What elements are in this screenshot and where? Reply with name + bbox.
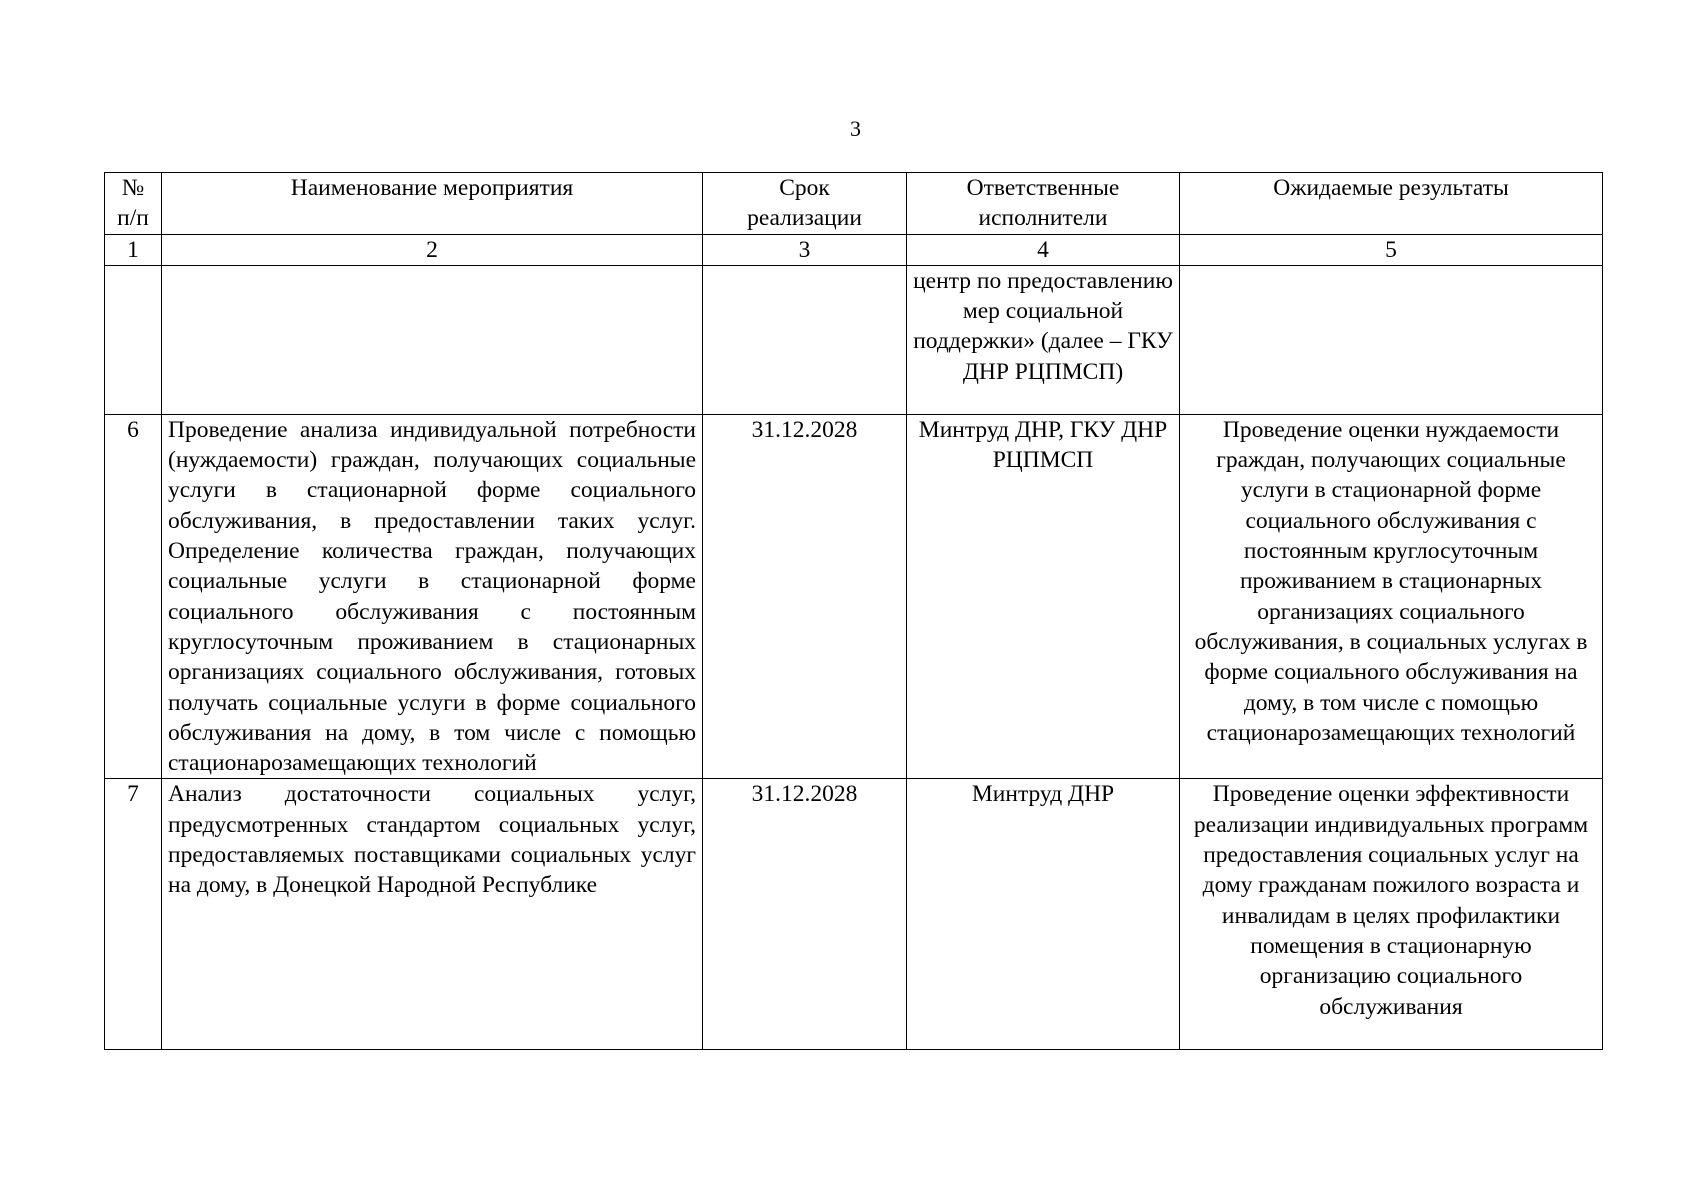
activity-cell: Проведение анализа индивидуальной потребности (нуждаемости) граждан, получающих социальные услуги в стационарной форме социального обслуживания, в предоставлении таких услуг. Определение количества граждан, получающих социальные услуги в стационарной форме социального обслуживания с постоянным круглосуточным проживанием в стационарных организациях социального обслуживания, готовых получать социальные услуги в форме социального обслуживания на дому, в том числе с помощью стационарозамещающих технологий <box>162 414 703 779</box>
deadline-cell: 31.12.2028 <box>703 779 907 1050</box>
row-number-cell: 7 <box>105 779 162 1050</box>
column-number: 2 <box>162 234 703 265</box>
page-number: 3 <box>850 116 861 141</box>
column-number: 3 <box>703 234 907 265</box>
deadline-cell <box>703 265 907 414</box>
results-cell: Проведение оценки нуждаемости граждан, получающих социальные услуги в стационарной форме социального обслуживания с постоянным круглосуточным проживанием в стационарных организациях социального обслуживания, в социальных услугах в форме социального обслуживания на дому, в том числе с помощью стационарозамещающих технологий <box>1180 414 1603 779</box>
executors-cell: Минтруд ДНР, ГКУ ДНР РЦПМСП <box>907 414 1180 779</box>
activity-cell <box>162 265 703 414</box>
header-executors-line1: Ответственные <box>966 175 1120 201</box>
header-number-line2: п/п <box>117 205 149 232</box>
row-number-cell <box>105 265 162 414</box>
header-results: Ожидаемые результаты <box>1180 173 1603 235</box>
results-cell <box>1180 265 1603 414</box>
activity-cell: Анализ достаточности социальных услуг, предусмотренных стандартом социальных услуг, предоставляемых поставщиками социальных услуг на дому, в Донецкой Народной Республике <box>162 779 703 1050</box>
header-executors <box>907 173 1180 235</box>
column-number: 4 <box>907 234 1180 265</box>
header-deadline-line1: Срок <box>779 175 830 201</box>
results-cell: Проведение оценки эффективности реализации индивидуальных программ предоставления социальных услуг на дому гражданам пожилого возраста и инвалидам в целях профилактики помещения в стационарную организацию социального обслуживания <box>1180 779 1603 1050</box>
executors-cell: центр по предоставлению мер социальной поддержки» (далее – ГКУ ДНР РЦПМСП) <box>907 265 1180 414</box>
row-number-cell: 6 <box>105 414 162 779</box>
column-number: 5 <box>1180 234 1603 265</box>
header-executors-line2: исполнители <box>978 205 1108 232</box>
table-row <box>105 414 1603 779</box>
header-number <box>105 173 162 235</box>
column-number-row <box>105 234 1603 265</box>
table-row-continuation <box>105 265 1603 414</box>
table-row <box>105 779 1603 1050</box>
header-activity: Наименование мероприятия <box>162 173 703 235</box>
action-plan-table <box>104 172 1603 1050</box>
header-deadline <box>703 173 907 235</box>
table-header-row <box>105 173 1603 235</box>
header-deadline-line2: реализации <box>747 205 862 232</box>
header-number-line1: № <box>121 175 145 201</box>
deadline-cell: 31.12.2028 <box>703 414 907 779</box>
executors-cell: Минтруд ДНР <box>907 779 1180 1050</box>
column-number: 1 <box>105 234 162 265</box>
